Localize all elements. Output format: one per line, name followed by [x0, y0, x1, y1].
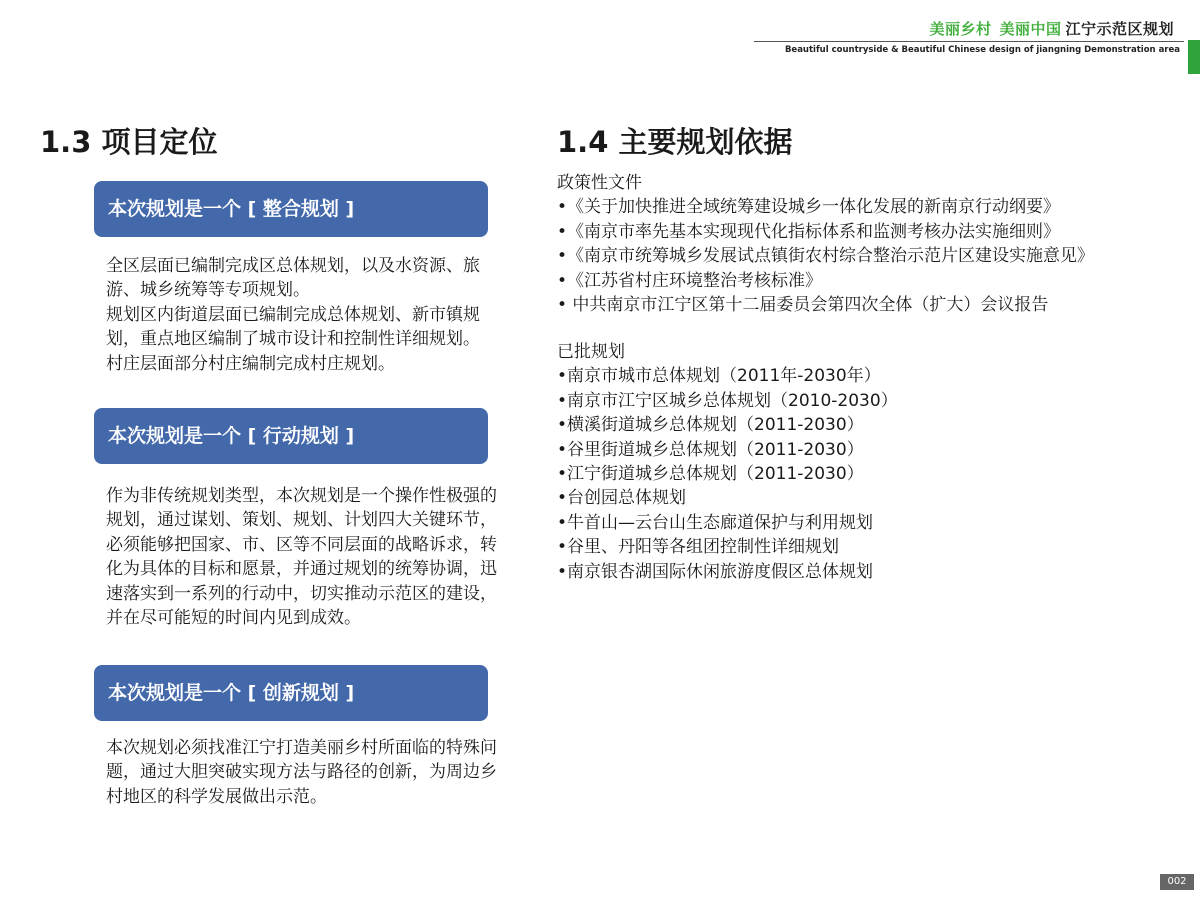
policy-heading: 政策性文件 — [557, 173, 642, 193]
paragraph-line: 村庄层面部分村庄编制完成村庄规划。 — [106, 353, 395, 374]
paragraph-line: 全区层面已编制完成区总体规划，以及水资源、旅游、城乡统筹等专项规划。 — [106, 256, 480, 301]
approved-heading: 已批规划 — [557, 342, 625, 362]
page-number: 002 — [1160, 874, 1194, 890]
list-item: •南京市城市总体规划（2011年-2030年） — [557, 366, 881, 387]
action-plan-text — [106, 484, 498, 630]
header-accent-bar — [1188, 40, 1200, 74]
header-title — [929, 18, 1174, 39]
approved-plans-list — [557, 340, 1187, 584]
integration-plan-banner: 本次规划是一个 [ 整合规划 ] — [94, 181, 488, 237]
list-item: • 中共南京市江宁区第十二届委员会第四次全体（扩大）会议报告 — [557, 295, 1049, 316]
list-item: •南京市江宁区城乡总体规划（2010-2030） — [557, 390, 898, 411]
list-item: •《关于加快推进全域统筹建设城乡一体化发展的新南京行动纲要》 — [557, 197, 1061, 218]
innovation-plan-banner: 本次规划是一个 [ 创新规划 ] — [94, 665, 488, 721]
header-subtitle: Beautiful countryside & Beautiful Chinese design of jiangning Demonstration area — [784, 45, 1180, 55]
list-item: •南京银杏湖国际休闲旅游度假区总体规划 — [557, 561, 874, 582]
section-title-positioning: 1.3 项目定位 — [40, 125, 218, 159]
list-item: •谷里、丹阳等各组团控制性详细规划 — [557, 537, 840, 558]
header-title-green-2: 美丽中国 — [999, 20, 1062, 38]
header-title-green-1: 美丽乡村 — [929, 20, 992, 38]
list-item: •江宁街道城乡总体规划（2011-2030） — [557, 464, 864, 485]
policy-documents-list — [557, 171, 1187, 317]
paragraph-line: 作为非传统规划类型，本次规划是一个操作性极强的规划，通过谋划、策划、规划、计划四大关键环节，必须能够把国家、市、区等不同层面的战略诉求，转化为具体的目标和愿景，并通过规划的统筹协调，迅速落实到一系列的行动中，切实推动示范区的建设，并在尽可能短的时间内见到成效。 — [106, 486, 497, 629]
innovation-plan-text — [106, 736, 498, 809]
list-item: •牛首山—云台山生态廊道保护与利用规划 — [557, 512, 874, 533]
list-item: •横溪街道城乡总体规划（2011-2030） — [557, 415, 864, 436]
list-item: •《南京市率先基本实现现代化指标体系和监测考核办法实施细则》 — [557, 221, 1061, 242]
integration-plan-text — [106, 254, 498, 376]
paragraph-line: 规划区内街道层面已编制完成总体规划、新市镇规划，重点地区编制了城市设计和控制性详细规划。 — [106, 304, 480, 350]
list-item: •台创园总体规划 — [557, 488, 687, 509]
list-item: •《江苏省村庄环境整治考核标准》 — [557, 270, 823, 291]
header-title-dark: 江宁示范区规划 — [1065, 20, 1174, 38]
header-divider — [754, 41, 1184, 42]
section-title-planning-basis: 1.4 主要规划依据 — [557, 125, 793, 159]
paragraph-line: 本次规划必须找准江宁打造美丽乡村所面临的特殊问题，通过大胆突破实现方法与路径的创新，为周边乡村地区的科学发展做出示范。 — [106, 738, 497, 807]
list-item: •《南京市统筹城乡发展试点镇街农村综合整治示范片区建设实施意见》 — [557, 246, 1095, 267]
action-plan-banner: 本次规划是一个 [ 行动规划 ] — [94, 408, 488, 464]
page-header — [740, 14, 1200, 62]
list-item: •谷里街道城乡总体规划（2011-2030） — [557, 439, 864, 460]
